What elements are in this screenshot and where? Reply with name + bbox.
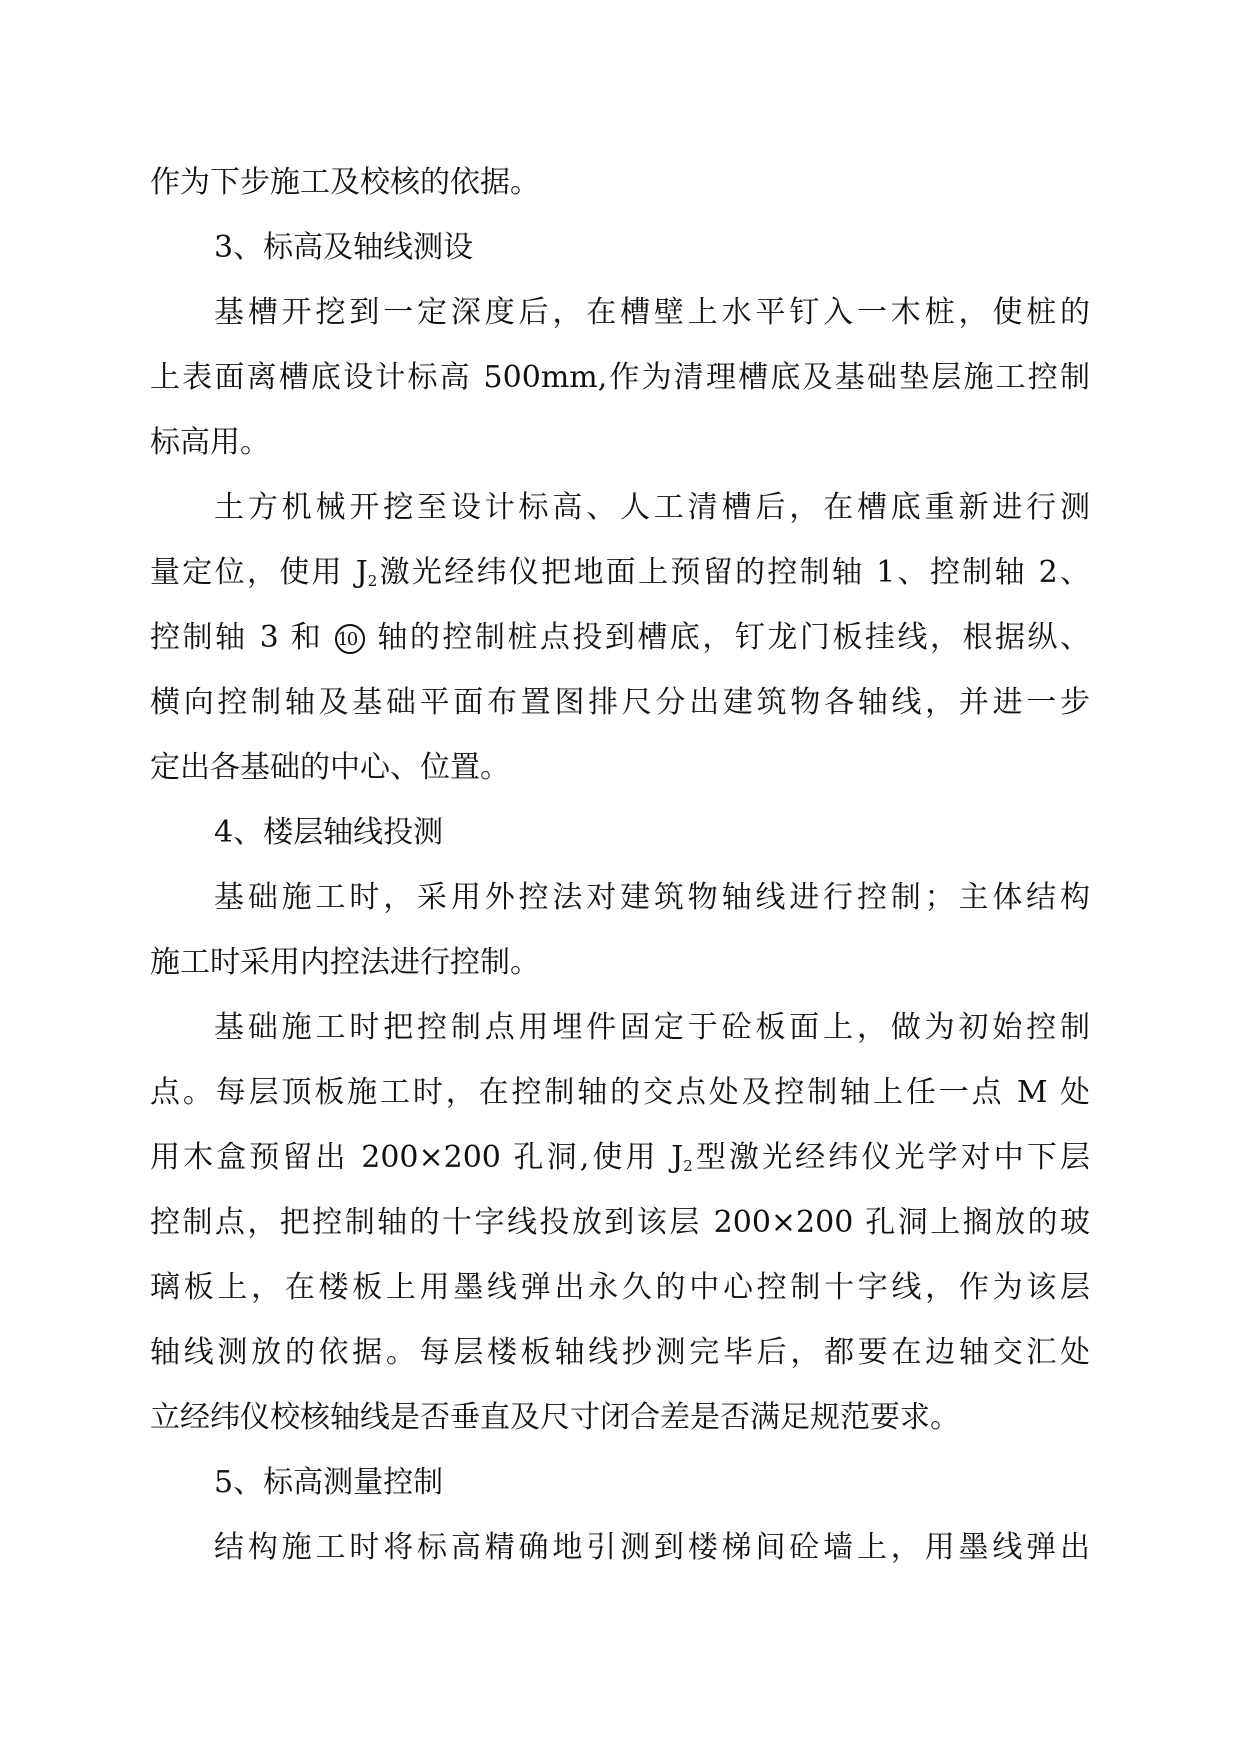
text-line-1: 作为下步施工及校核的依据。 <box>150 165 540 200</box>
text-line-12: 基础施工时，采用外控法对建筑物轴线进行控制；主体结构 <box>214 880 1090 915</box>
text-line-7 <box>150 540 1090 605</box>
text-line-14: 基础施工时把控制点用埋件固定于砼板面上，做为初始控制 <box>214 1010 1090 1045</box>
text-line-10: 定出各基础的中心、位置。 <box>150 750 510 785</box>
text-line-18: 璃板上，在楼板上用墨线弹出永久的中心控制十字线，作为该层 <box>150 1270 1090 1305</box>
axis-10-circled-mark: 10 <box>335 624 365 654</box>
text-line-22: 结构施工时将标高精确地引测到楼梯间砼墙上，用墨线弹出 <box>214 1530 1090 1565</box>
text-fragment: 控制轴 3 和 <box>150 620 324 655</box>
text-fragment: 型激光经纬仪光学对中下层 <box>692 1140 1090 1175</box>
section-heading-4: 4、楼层轴线投测 <box>214 815 444 850</box>
text-line-13: 施工时采用内控法进行控制。 <box>150 945 540 980</box>
text-line-16 <box>150 1125 1090 1190</box>
text-fragment: 轴的控制桩点投到槽底，钉龙门板挂线，根据纵、 <box>377 620 1090 655</box>
text-line-3: 基槽开挖到一定深度后，在槽壁上水平钉入一木桩，使桩的 <box>214 295 1090 330</box>
text-line-17: 控制点，把控制轴的十字线投放到该层 200×200 孔洞上搁放的玻 <box>150 1205 1090 1240</box>
text-fragment: 激光经纬仪把地面上预留的控制轴 1、控制轴 2、 <box>377 555 1090 590</box>
section-heading-3: 3、标高及轴线测设 <box>214 230 474 265</box>
subscript-2: 2 <box>683 1157 693 1175</box>
subscript-2: 2 <box>367 572 378 590</box>
text-line-20: 立经纬仪校核轴线是否垂直及尺寸闭合差是否满足规范要求。 <box>150 1400 960 1435</box>
section-heading-5: 5、标高测量控制 <box>214 1465 444 1500</box>
text-line-6: 土方机械开挖至设计标高、人工清槽后，在槽底重新进行测 <box>214 490 1090 525</box>
document-page <box>150 150 1090 1580</box>
text-line-5: 标高用。 <box>150 425 270 460</box>
text-line-4: 上表面离槽底设计标高 500mm,作为清理槽底及基础垫层施工控制 <box>150 360 1090 395</box>
text-line-9: 横向控制轴及基础平面布置图排尺分出建筑物各轴线，并进一步 <box>150 685 1090 720</box>
text-line-15: 点。每层顶板施工时，在控制轴的交点处及控制轴上任一点 M 处 <box>150 1075 1090 1110</box>
text-line-19: 轴线测放的依据。每层楼板轴线抄测完毕后，都要在边轴交汇处 <box>150 1335 1090 1370</box>
text-line-8 <box>150 605 1090 670</box>
text-fragment: 量定位，使用 J <box>150 555 368 590</box>
text-fragment: 用木盒预留出 200×200 孔洞,使用 J <box>150 1140 684 1175</box>
